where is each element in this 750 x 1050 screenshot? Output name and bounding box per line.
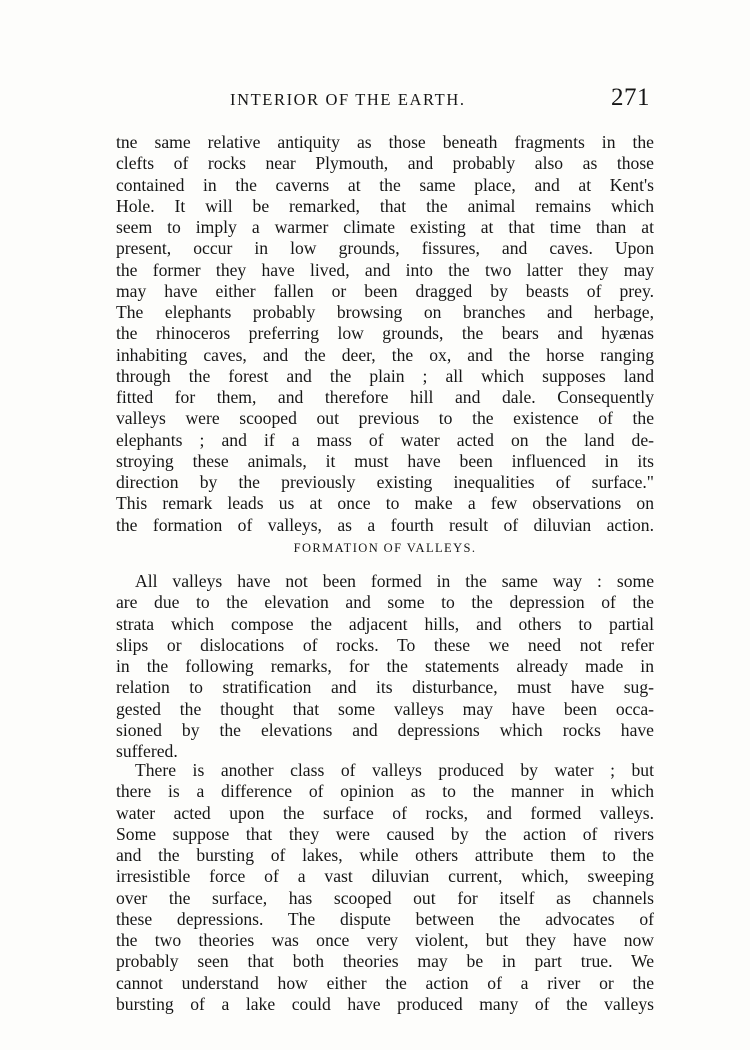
text-line: and the bursting of lakes, while others attribute them to the xyxy=(116,845,654,865)
text-line: present, occur in low grounds, fissures, and caves. Upon xyxy=(116,238,654,259)
text-line: the two theories was once very violent, but they have now xyxy=(116,930,654,950)
text-line: these depressions. The dispute between the advocates of xyxy=(116,908,654,929)
text-line: irresistible force of a vast diluvian current, which, sweeping xyxy=(116,866,654,887)
running-header xyxy=(116,84,654,114)
paragraph-continuation xyxy=(116,132,654,536)
text-line: contained in the caverns at the same place, and at Kent's xyxy=(116,174,654,195)
text-line: The elephants probably browsing on branches and herbage, xyxy=(116,302,654,322)
text-line: Some suppose that they were caused by the action of rivers xyxy=(116,823,654,844)
text-line: gested the thought that some valleys may have been occa- xyxy=(116,698,654,719)
text-line: may have either fallen or been dragged by beasts of prey. xyxy=(116,280,654,301)
text-line: over the surface, has scooped out for itself as channels xyxy=(116,887,654,908)
text-line: Hole. It will be remarked, that the animal remains which xyxy=(116,195,654,216)
text-line: relation to stratification and its disturbance, must have sug- xyxy=(116,677,654,698)
text-line: clefts of rocks near Plymouth, and probably also as those xyxy=(116,153,654,174)
text-line: slips or dislocations of rocks. To these we need not refer xyxy=(116,634,654,655)
text-line: elephants ; and if a mass of water acted on the land de- xyxy=(116,429,654,450)
running-title: INTERIOR OF THE EARTH. xyxy=(230,90,466,109)
page-number: 271 xyxy=(611,84,650,111)
text-line: are due to the elevation and some to the depression of the xyxy=(116,592,654,613)
section-heading: FORMATION OF VALLEYS. xyxy=(293,541,477,555)
text-line: the formation of valleys, as a fourth result of diluvian action. xyxy=(116,514,654,535)
text-line: suffered. xyxy=(116,741,178,761)
text-line: seem to imply a warmer climate existing at that time than at xyxy=(116,217,654,237)
text-line: cannot understand how either the action of a river or the xyxy=(116,972,654,993)
text-line: probably seen that both theories may be in part true. We xyxy=(116,951,654,972)
text-line: through the forest and the plain ; all which supposes land xyxy=(116,365,654,386)
text-line: bursting of a lake could have produced many of the valleys xyxy=(116,993,654,1014)
text-line: tne same relative antiquity as those beneath fragments in the xyxy=(116,132,654,152)
text-line: All valleys have not been formed in the same way : some xyxy=(135,571,654,591)
text-line: strata which compose the adjacent hills, and others to partial xyxy=(116,613,654,634)
text-line: fitted for them, and therefore hill and dale. Consequently xyxy=(116,387,654,407)
paragraph xyxy=(116,760,654,1015)
text-line: there is a difference of opinion as to the manner in which xyxy=(116,781,654,802)
text-line: in the following remarks, for the statements already made in xyxy=(116,656,654,676)
text-line: the former they have lived, and into the two latter they may xyxy=(116,259,654,280)
text-line: water acted upon the surface of rocks, and formed valleys. xyxy=(116,802,654,823)
text-line: sioned by the elevations and depressions which rocks have xyxy=(116,719,654,740)
text-line: stroying these animals, it must have been influenced in its xyxy=(116,450,654,471)
paragraph xyxy=(116,571,654,762)
text-line: inhabiting caves, and the deer, the ox, and the horse ranging xyxy=(116,344,654,365)
text-line: direction by the previously existing inequalities of surface." xyxy=(116,472,654,492)
text-line: This remark leads us at once to make a few observations on xyxy=(116,493,654,514)
text-line: the rhinoceros preferring low grounds, the bears and hyænas xyxy=(116,323,654,344)
text-line: There is another class of valleys produced by water ; but xyxy=(135,760,654,780)
text-line: valleys were scooped out previous to the existence of the xyxy=(116,408,654,429)
